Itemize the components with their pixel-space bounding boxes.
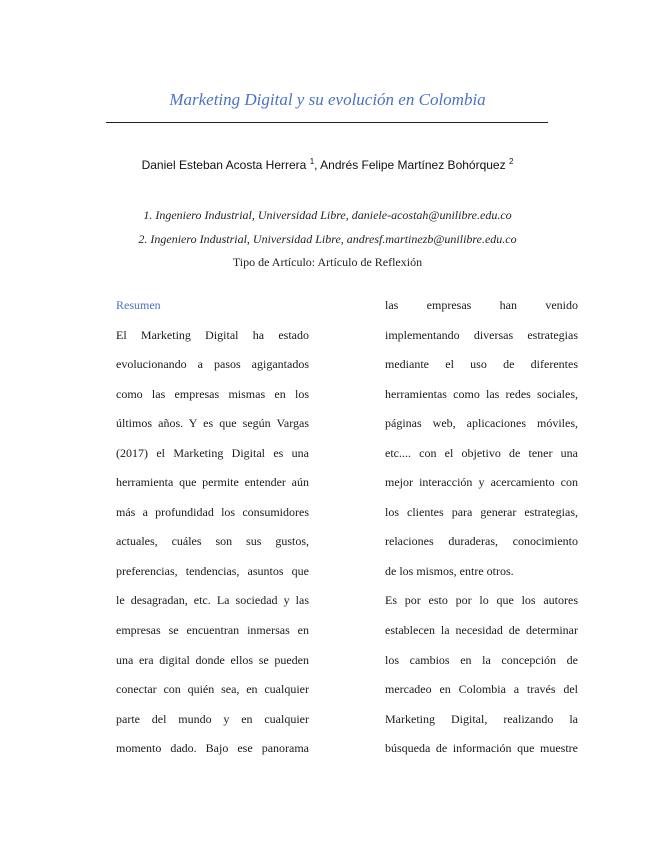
text-line: evolucionando a pasos agigantados — [116, 357, 309, 372]
text-line: le desagradan, etc. La sociedad y las — [116, 593, 309, 608]
author-line — [0, 158, 655, 172]
text-line: herramientas como las redes sociales, — [385, 386, 578, 401]
abstract-left-column — [116, 296, 309, 769]
text-line: búsqueda de información que muestre — [385, 741, 578, 756]
text-line: Es por esto por lo que los autores — [385, 593, 578, 608]
text-line: conectar con quién sea, en cualquier — [116, 682, 309, 697]
author-1-name: Daniel Esteban Acosta Herrera — [141, 158, 307, 172]
text-line: momento dado. Bajo ese panorama — [116, 741, 309, 756]
abstract-heading: Resumen — [116, 298, 161, 312]
text-line: El Marketing Digital ha estado — [116, 327, 309, 342]
text-line: etc.... con el objetivo de tener una — [385, 445, 578, 460]
author-2-marker: 2 — [508, 157, 514, 166]
text-line: una era digital donde ellos se pueden — [116, 652, 309, 667]
text-line: preferencias, tendencias, asuntos que — [116, 563, 309, 578]
text-line: parte del mundo y en cualquier — [116, 711, 309, 726]
text-line: establecen la necesidad de determinar — [385, 623, 578, 638]
affiliation-2: 2. Ingeniero Industrial, Universidad Libre, andresf.martinezb@unilibre.edu.co — [138, 232, 517, 246]
article-type: Tipo de Artículo: Artículo de Reflexión — [232, 255, 423, 269]
text-line: más a profundidad los consumidores — [116, 504, 309, 519]
text-line: mejor interacción y acercamiento con — [385, 475, 578, 490]
title-rule — [106, 122, 548, 123]
text-line: páginas web, aplicaciones móviles, — [385, 416, 578, 431]
text-line: relaciones duraderas, conocimiento — [385, 534, 578, 549]
affiliation-1: 1. Ingeniero Industrial, Universidad Libre, daniele-acostah@unilibre.edu.co — [143, 208, 512, 222]
text-line: (2017) el Marketing Digital es una — [116, 445, 309, 460]
text-line: de los mismos, entre otros. — [385, 563, 514, 578]
text-line: actuales, cuáles son sus gustos, — [116, 534, 309, 549]
text-line: empresas se encuentran inmersas en — [116, 623, 309, 638]
text-line: herramienta que permite entender aún — [116, 475, 309, 490]
text-line: Marketing Digital, realizando la — [385, 711, 578, 726]
text-line: las empresas han venido — [385, 298, 578, 312]
abstract-right-column — [385, 296, 578, 769]
text-line: implementando diversas estrategias — [385, 327, 578, 342]
text-line: mercadeo en Colombia a través del — [385, 682, 578, 697]
text-line: mediante el uso de diferentes — [385, 357, 578, 372]
text-line: como las empresas mismas en los — [116, 386, 309, 401]
author-1-marker: 1 — [309, 157, 315, 166]
text-line: los clientes para generar estrategias, — [385, 504, 578, 519]
author-2-name: Andrés Felipe Martínez Bohórquez — [320, 158, 506, 172]
text-line: últimos años. Y es que según Vargas — [116, 416, 309, 431]
paper-title: Marketing Digital y su evolución en Colombia — [169, 90, 486, 109]
author-separator: , — [314, 158, 321, 172]
text-line: los cambios en la concepción de — [385, 652, 578, 667]
